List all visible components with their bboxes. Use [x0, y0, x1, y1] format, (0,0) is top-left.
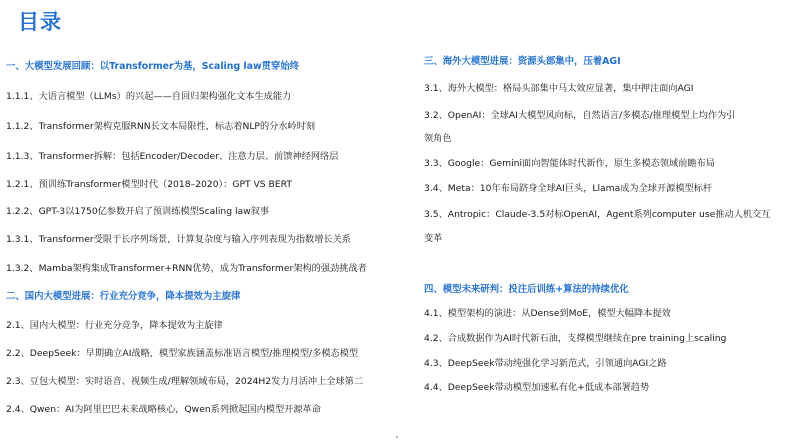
toc-item[interactable]: 4.3、DeepSeek带动纯强化学习新范式，引领通向AGI之路: [424, 358, 667, 369]
toc-item[interactable]: 1.1.1、大语言模型（LLMs）的兴起——自回归架构强化文本生成能力: [6, 91, 292, 102]
toc-item[interactable]: 1.1.2、Transformer架构克服RNN长文本局限性，标志着NLP的分水岭时刻: [6, 121, 316, 132]
toc-item[interactable]: 2.1、国内大模型：行业充分竞争，降本提效为主旋律: [6, 320, 223, 331]
toc-item[interactable]: 1.1.3、Transformer拆解：包括Encoder/Decoder、注意力层、前馈神经网络层: [6, 151, 339, 162]
toc-item-continuation[interactable]: 变革: [424, 233, 443, 244]
footer-dot: [396, 436, 398, 438]
toc-item[interactable]: 3.4、Meta：10年布局跻身全球AI巨头，Llama成为全球开源模型标杆: [424, 183, 713, 194]
toc-item[interactable]: 3.1、海外大模型：格局头部集中马太效应显著，集中押注面向AGI: [424, 83, 694, 94]
toc-item[interactable]: 1.2.2、GPT-3以1750亿参数开启了预训练模型Scaling law叙事: [6, 206, 270, 217]
section-heading-1[interactable]: 一、大模型发展回顾：以Transformer为基，Scaling law贯穿始终: [6, 61, 300, 72]
toc-item[interactable]: 1.2.1、预训练Transformer模型时代（2018–2020）：GPT VS BERT: [6, 179, 292, 190]
toc-item[interactable]: 1.3.1、Transformer受限于长序列场景，计算复杂度与输入序列表现为指数增长关系: [6, 234, 351, 245]
toc-item[interactable]: 2.2、DeepSeek：早期确立AI战略，模型家族涵盖标准语言模型/推理模型/多模态模型: [6, 348, 359, 359]
section-heading-4[interactable]: 四、模型未来研判：投注后训练+算法的持续优化: [424, 284, 629, 295]
toc-item[interactable]: 3.2、OpenAI：全球AI大模型风向标，自然语言/多模态/推理模型上均作为引: [424, 110, 736, 121]
toc-item-continuation[interactable]: 领角色: [424, 133, 452, 144]
toc-item[interactable]: 2.4、Qwen：AI为阿里巴巴未来战略核心，Qwen系列掀起国内模型开源革命: [6, 404, 321, 415]
toc-item[interactable]: 1.3.2、Mamba架构集成Transformer+RNN优势，成为Transformer架构的强劲挑战者: [6, 263, 367, 274]
section-heading-3[interactable]: 三、海外大模型进展：资源头部集中，压着AGI: [424, 56, 621, 67]
toc-item[interactable]: 4.1、模型架构的演进：从Dense到MoE，模型大幅降本提效: [424, 308, 671, 319]
toc-item[interactable]: 4.4、DeepSeek带动模型加速私有化+低成本部署趋势: [424, 382, 650, 393]
toc-item[interactable]: 4.2、合成数据作为AI时代新石油，支撑模型继续在pre training上scaling: [424, 333, 727, 344]
section-heading-2[interactable]: 二、国内大模型进展：行业充分竞争，降本提效为主旋律: [6, 291, 241, 302]
page-title: 目录: [18, 10, 62, 34]
toc-item[interactable]: 3.3、Google：Gemini面向智能体时代新作，原生多模态领域前瞻布局: [424, 158, 715, 169]
toc-item[interactable]: 3.5、Antropic：Claude-3.5对标OpenAI，Agent系列computer use推动人机交互: [424, 209, 771, 220]
toc-item[interactable]: 2.3、豆包大模型：实时语音、视频生成/理解领域布局，2024H2发力月活冲上全球第二: [6, 376, 364, 387]
